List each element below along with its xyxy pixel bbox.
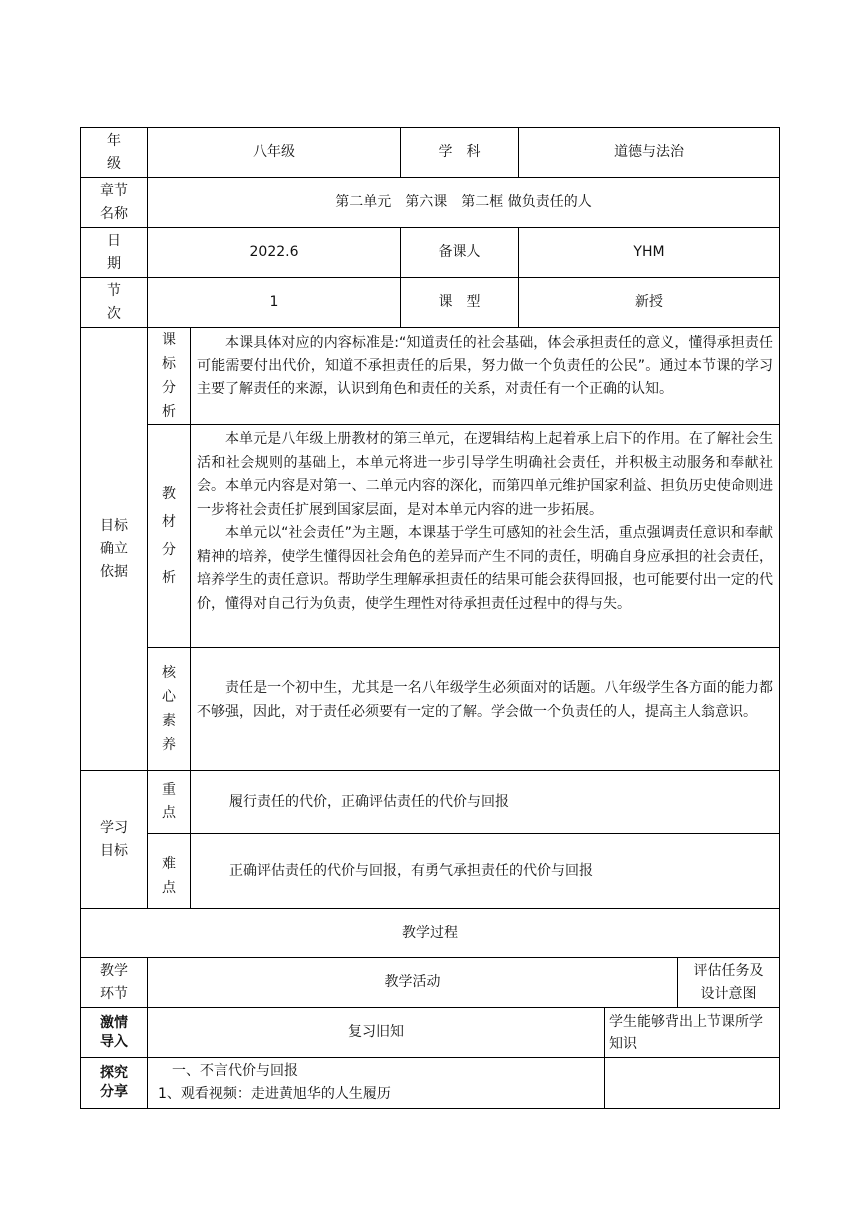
grade-label: 年 级 — [80, 127, 147, 177]
chapter-value: 第二单元 第六课 第二框 做负责任的人 — [147, 177, 779, 227]
table-right-border — [779, 127, 780, 1108]
core-literacy-cell — [190, 647, 779, 770]
textbook-analysis-cell — [190, 424, 779, 647]
textbook-analysis-label: 教 材 分 析 — [147, 424, 190, 647]
stage-intro: 激情 导入 — [80, 1007, 147, 1057]
subject-label: 学 科 — [400, 127, 518, 177]
activity-intro: 复习旧知 — [147, 1007, 604, 1057]
core-literacy-label: 核 心 素 养 — [147, 647, 190, 770]
grade-value: 八年级 — [147, 127, 400, 177]
chapter-label: 章节 名称 — [80, 177, 147, 227]
teaching-process-title: 教学过程 — [80, 908, 779, 957]
period-label: 节 次 — [80, 277, 147, 327]
core-literacy-text: 责任是一个初中生，尤其是一名八年级学生必须面对的话题。八年级学生各方面的能力都不够强，因此，对于责任必须要有一定的了解。学会做一个负责任的人，提高主人翁意识。 — [197, 680, 773, 720]
type-label: 课 型 — [400, 277, 518, 327]
difficult-point-label: 难 点 — [147, 833, 190, 908]
assessment-column-header: 评估任务及 设计意图 — [677, 957, 779, 1007]
date-label: 日 期 — [80, 227, 147, 277]
table-bottom-border — [80, 1108, 780, 1109]
date-value: 2022.6 — [147, 227, 400, 277]
learning-goals-label: 学习 目标 — [80, 770, 147, 908]
standard-analysis-cell — [190, 327, 779, 424]
activity-explore-line-1: 一、不言代价与回报 — [172, 1063, 298, 1079]
subject-value: 道德与法治 — [518, 127, 779, 177]
standard-analysis-label: 课 标 分 析 — [147, 327, 190, 424]
difficult-point-text: 正确评估责任的代价与回报，有勇气承担责任的代价与回报 — [229, 862, 593, 879]
textbook-analysis-paragraph-2: 本单元以“社会责任”为主题，本课基于学生可感知的社会生活，重点强调责任意识和奉献精神的培养，使学生懂得因社会角色的差异而产生不同的责任，明确自身应承担的社会责任，培养学生的责任意识。帮助学生理解承担责任的结果可能会获得回报，也可能要付出一定的代价，懂得对自己行为负责，使学生理性对待承担责任过程中的得与失。 — [197, 525, 773, 612]
standard-analysis-text: 本课具体对应的内容标准是:“知道责任的社会基础，体会承担责任的意义，懂得承担责任可能需要付出代价，知道不承担责任的后果，努力做一个负责任的公民”。通过本节课的学习主要了解责任的来源，认识到角色和责任的关系，对责任有一个正确的认知。 — [197, 335, 773, 397]
preparer-value: YHM — [518, 227, 779, 277]
key-point-text: 履行责任的代价，正确评估责任的代价与回报 — [229, 793, 509, 810]
stage-explore: 探究 分享 — [80, 1057, 147, 1108]
stage-column-header: 教学 环节 — [80, 957, 147, 1007]
activity-column-header: 教学活动 — [147, 957, 677, 1007]
activity-explore-line-2: 1、观看视频：走进黄旭华的人生履历 — [158, 1086, 391, 1102]
textbook-analysis-paragraph-1: 本单元是八年级上册教材的第三单元，在逻辑结构上起着承上启下的作用。在了解社会生活和社会规则的基础上，本单元将进一步引导学生明确社会责任，并积极主动服务和奉献社会。本单元内容是对第一、二单元内容的深化，而第四单元维护国家利益、担负历史使命则进一步将社会责任扩展到国家层面，是对本单元内容的进一步拓展。 — [197, 431, 773, 518]
type-value: 新授 — [518, 277, 779, 327]
activity-explore — [147, 1057, 604, 1108]
basis-label: 目标 确立 依据 — [80, 327, 147, 770]
preparer-label: 备课人 — [400, 227, 518, 277]
difficult-point-cell — [190, 833, 779, 908]
assessment-explore — [604, 1057, 779, 1108]
key-point-cell — [190, 770, 779, 833]
period-value: 1 — [147, 277, 400, 327]
key-point-label: 重 点 — [147, 770, 190, 833]
assessment-intro: 学生能够背出上节课所学知识 — [604, 1007, 779, 1057]
